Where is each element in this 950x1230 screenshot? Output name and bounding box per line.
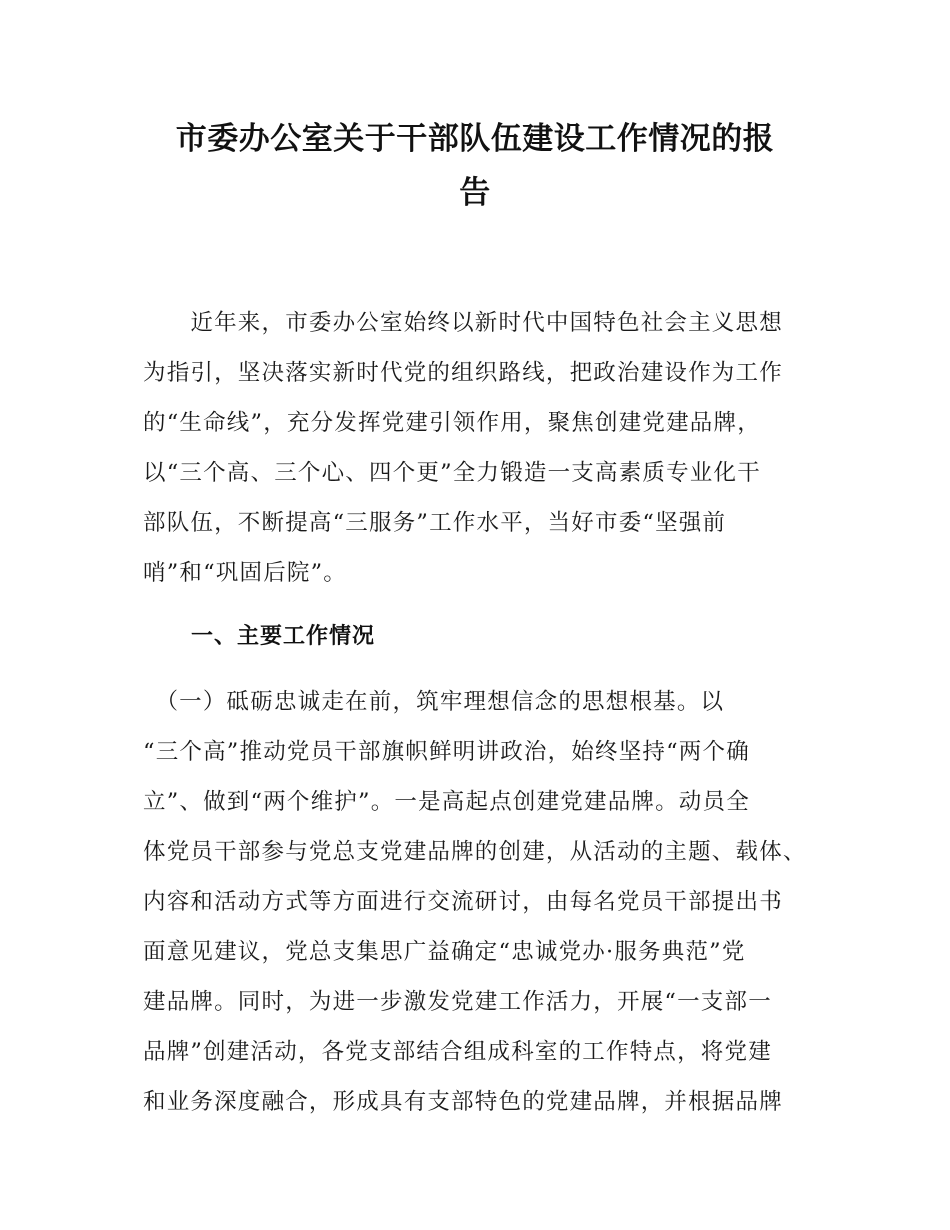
section-heading: 一、主要工作情况 <box>191 624 376 649</box>
title-line: 告 <box>459 175 491 211</box>
text-line: （一）砥砺忠诚走在前，筑牢理想信念的思想根基。以 <box>143 689 725 715</box>
text-line: 和业务深度融合，形成具有支部特色的党建品牌，并根据品牌 <box>143 1089 783 1115</box>
text-line: 体党员干部参与党总支党建品牌的创建，从活动的主题、载体、 <box>143 839 807 865</box>
text-line: 建品牌。同时，为进一步激发党建工作活力，开展“一支部一 <box>143 989 772 1015</box>
section-paragraph <box>143 677 823 1127</box>
intro-paragraph <box>143 298 823 598</box>
text-line: 的“生命线”，充分发挥党建引领作用，聚焦创建党建品牌， <box>143 410 761 436</box>
text-line: 为指引，坚决落实新时代党的组织路线，把政治建设作为工作 <box>143 360 783 386</box>
text-line: 部队伍，不断提高“三服务”工作水平，当好市委“坚强前 <box>143 510 727 536</box>
text-line: 哨”和“巩固后院”。 <box>143 560 348 586</box>
text-line: “三个高”推动党员干部旗帜鲜明讲政治，始终坚持“两个确 <box>143 739 750 765</box>
text-line: 以“三个高、三个心、四个更”全力锻造一支高素质专业化干 <box>143 460 761 486</box>
text-line: 品牌”创建活动，各党支部结合组成科室的工作特点，将党建 <box>143 1039 772 1065</box>
text-line: 近年来，市委办公室始终以新时代中国特色社会主义思想 <box>143 310 783 336</box>
text-line: 面意见建议，党总支集思广益确定“忠诚党办·服务典范”党 <box>143 939 746 965</box>
text-line: 内容和活动方式等方面进行交流研讨，由每名党员干部提出书 <box>143 889 783 915</box>
text-line: 立”、做到“两个维护”。一是高起点创建党建品牌。动员全 <box>143 789 750 815</box>
title-line: 市委办公室关于干部队伍建设工作情况的报 <box>175 121 775 157</box>
document-title <box>120 112 830 220</box>
